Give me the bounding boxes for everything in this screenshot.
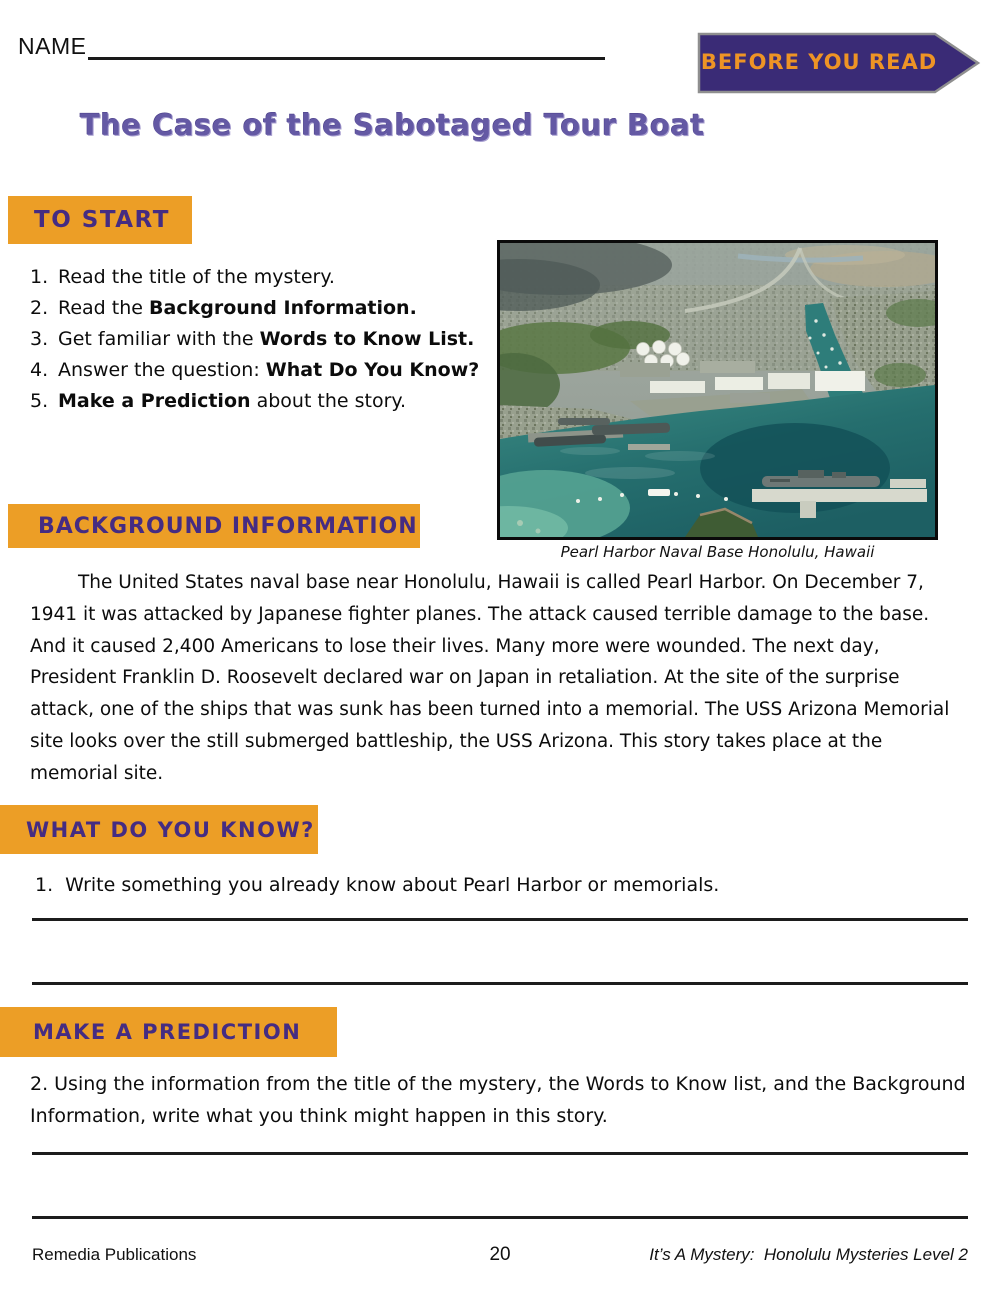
page-number: 20 (489, 1244, 511, 1265)
item-number: 4. (30, 359, 49, 381)
instruction-item-3: 3. Get familiar with the Words to Know List. (30, 324, 492, 355)
name-row (18, 33, 618, 60)
answer-line-q1-a[interactable] (32, 918, 968, 921)
aerial-photo-illustration (500, 243, 935, 537)
question-1-number: 1. (35, 874, 54, 896)
what-do-you-know-banner (0, 805, 318, 854)
book-title: It’s A Mystery: Honolulu Mysteries Level 2 (649, 1245, 969, 1264)
question-1 (35, 869, 965, 901)
answer-line-q1-b[interactable] (32, 982, 968, 985)
instruction-item-1: 1. Read the title of the mystery. (30, 262, 492, 293)
question-2-text: Using the information from the title of the mystery, the Words to Know list, and the Background Information, write what you think might happen in this story. (30, 1073, 966, 1127)
question-2 (30, 1068, 970, 1132)
page-footer (32, 1244, 968, 1266)
instruction-item-2: 2. Read the Background Information. (30, 293, 492, 324)
item-number: 1. (30, 266, 49, 288)
background-information-heading: BACKGROUND INFORMATION (38, 513, 418, 539)
publisher-name: Remedia Publications (32, 1245, 197, 1264)
item-number: 5. (30, 390, 49, 412)
to-start-heading: TO START (34, 207, 170, 233)
question-2-number: 2. (30, 1073, 49, 1095)
name-blank-line[interactable] (88, 38, 605, 60)
make-a-prediction-heading: MAKE A PREDICTION (33, 1020, 302, 1044)
background-information-banner (8, 504, 420, 548)
what-do-you-know-heading: WHAT DO YOU KNOW? (26, 817, 315, 842)
item-number: 2. (30, 297, 49, 319)
instruction-item-4: 4. Answer the question: What Do You Know? (30, 355, 492, 386)
item-number: 3. (30, 328, 49, 350)
to-start-banner (8, 196, 192, 244)
ribbon-label: BEFORE YOU READ (700, 50, 938, 74)
pearl-harbor-photo-figure (497, 240, 938, 561)
photo-caption: Pearl Harbor Naval Base Honolulu, Hawaii (560, 543, 875, 561)
page-title: The Case of the Sabotaged Tour Boat (80, 108, 705, 142)
instruction-item-5: 5. Make a Prediction about the story. (30, 386, 492, 417)
name-label: NAME (18, 33, 87, 59)
make-a-prediction-banner (0, 1007, 337, 1057)
background-information-text: The United States naval base near Honolulu, Hawaii is called Pearl Harbor. On December 7, 1941 it was attacked by Japanese fighter planes. The attack caused terrible damage to the base. And it caused 2,400 Americans to lose their lives. Many more were wounded. The next day, President Franklin D. Roosevelt declared war on Japan in retaliation. At the site of the surprise attack, one of the ships that was sunk has been turned into a memorial. The USS Arizona Memorial site looks over the still submerged battleship, the USS Arizona. This story takes place at the memorial site. (30, 572, 950, 784)
answer-line-q2-b[interactable] (32, 1216, 968, 1219)
answer-line-q2-a[interactable] (32, 1152, 968, 1155)
pearl-harbor-aerial-photo (497, 240, 938, 540)
question-1-text: Write something you already know about Pearl Harbor or memorials. (65, 874, 720, 896)
before-you-read-ribbon (697, 32, 981, 94)
to-start-instructions (30, 262, 492, 417)
